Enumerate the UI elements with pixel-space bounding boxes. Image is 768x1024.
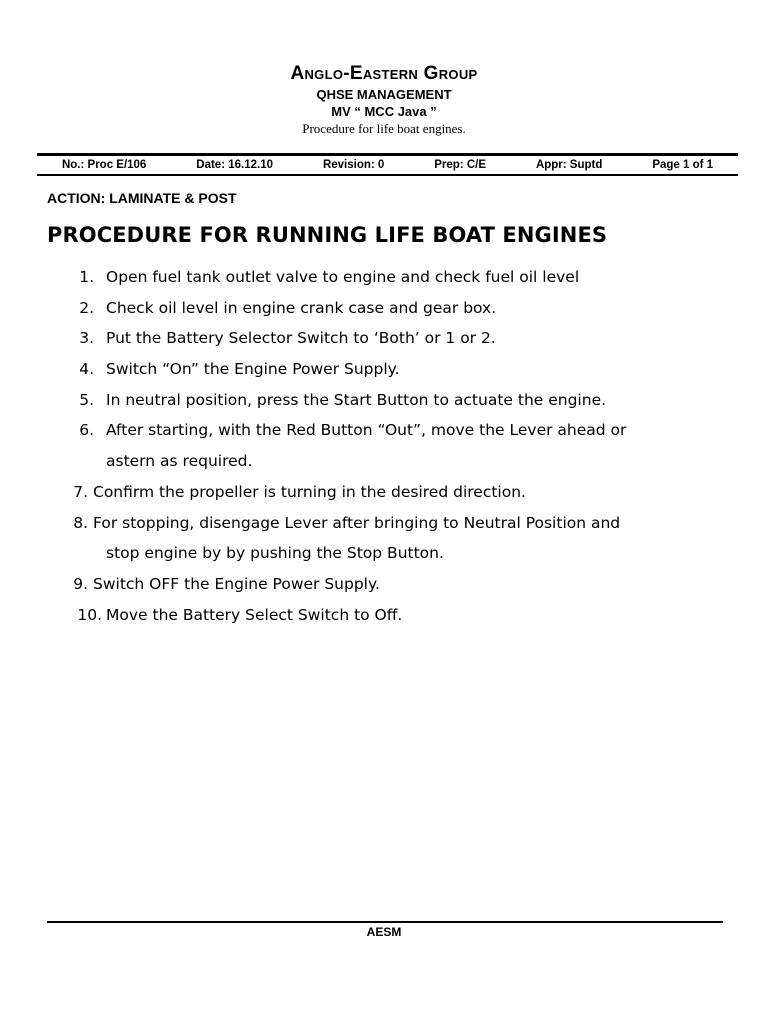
list-item-number: 5.	[79, 390, 94, 409]
list-item-text: Switch “On” the Engine Power Supply.	[106, 360, 400, 379]
list-item	[0, 569, 768, 600]
doc-revision: Revision: 0	[322, 159, 385, 171]
doc-approved-by: Appr: Suptd	[535, 159, 603, 171]
list-item-text: stop engine by by pushing the Stop Button.	[106, 544, 444, 563]
list-item-number: 3.	[79, 329, 94, 348]
department-name: QHSE MANAGEMENT	[316, 87, 452, 102]
list-item	[0, 293, 768, 324]
list-item	[0, 477, 768, 508]
list-item	[0, 323, 768, 354]
list-item	[0, 600, 768, 631]
doc-date: Date: 16.12.10	[196, 159, 273, 171]
list-item-text: Switch OFF the Engine Power Supply.	[93, 574, 380, 593]
list-item-text: After starting, with the Red Button “Out”, move the Lever ahead or	[106, 421, 627, 440]
list-item	[0, 354, 768, 385]
doc-prepared-by: Prep: C/E	[434, 159, 486, 171]
list-item-number: 7.	[73, 482, 88, 501]
list-item	[0, 415, 768, 476]
list-item-text: Confirm the propeller is turning in the desired direction.	[93, 482, 526, 501]
list-item-number: 8.	[73, 513, 88, 532]
list-item-number: 4.	[79, 360, 94, 379]
list-item	[0, 508, 768, 569]
document-name: Procedure for life boat engines.	[302, 121, 466, 136]
list-item-number: 9.	[73, 574, 88, 593]
list-item-text: Open fuel tank outlet valve to engine and check fuel oil level	[106, 268, 580, 286]
document-info-bar	[37, 153, 738, 176]
company-name: Anglo-Eastern Group	[290, 63, 478, 84]
list-item-number: 2.	[79, 298, 94, 317]
list-item-text: In neutral position, press the Start Button to actuate the engine.	[106, 390, 607, 409]
procedure-title: PROCEDURE FOR RUNNING LIFE BOAT ENGINES	[47, 223, 608, 247]
list-item-text: Put the Battery Selector Switch to ‘Both’ or 1 or 2.	[106, 329, 496, 348]
footer-text: AESM	[366, 925, 402, 939]
list-item-number: 1.	[79, 268, 94, 286]
list-item-text: For stopping, disengage Lever after bringing to Neutral Position and	[93, 513, 621, 532]
list-item-text: Check oil level in engine crank case and gear box.	[106, 298, 497, 317]
footer-divider	[47, 921, 723, 923]
doc-page-number: Page 1 of 1	[652, 159, 714, 171]
list-item	[0, 385, 768, 416]
list-item-text: Move the Battery Select Switch to Off.	[106, 605, 403, 624]
action-note: ACTION: LAMINATE & POST	[47, 190, 237, 206]
doc-number: No.: Proc E/106	[61, 159, 147, 171]
list-item	[0, 262, 768, 293]
vessel-name: MV “ MCC Java ”	[331, 104, 437, 119]
list-item-number: 6.	[79, 421, 94, 440]
list-item-number: 10.	[77, 605, 102, 624]
document-header	[0, 62, 768, 138]
procedure-steps	[0, 262, 768, 630]
list-item-text: astern as required.	[106, 452, 253, 471]
